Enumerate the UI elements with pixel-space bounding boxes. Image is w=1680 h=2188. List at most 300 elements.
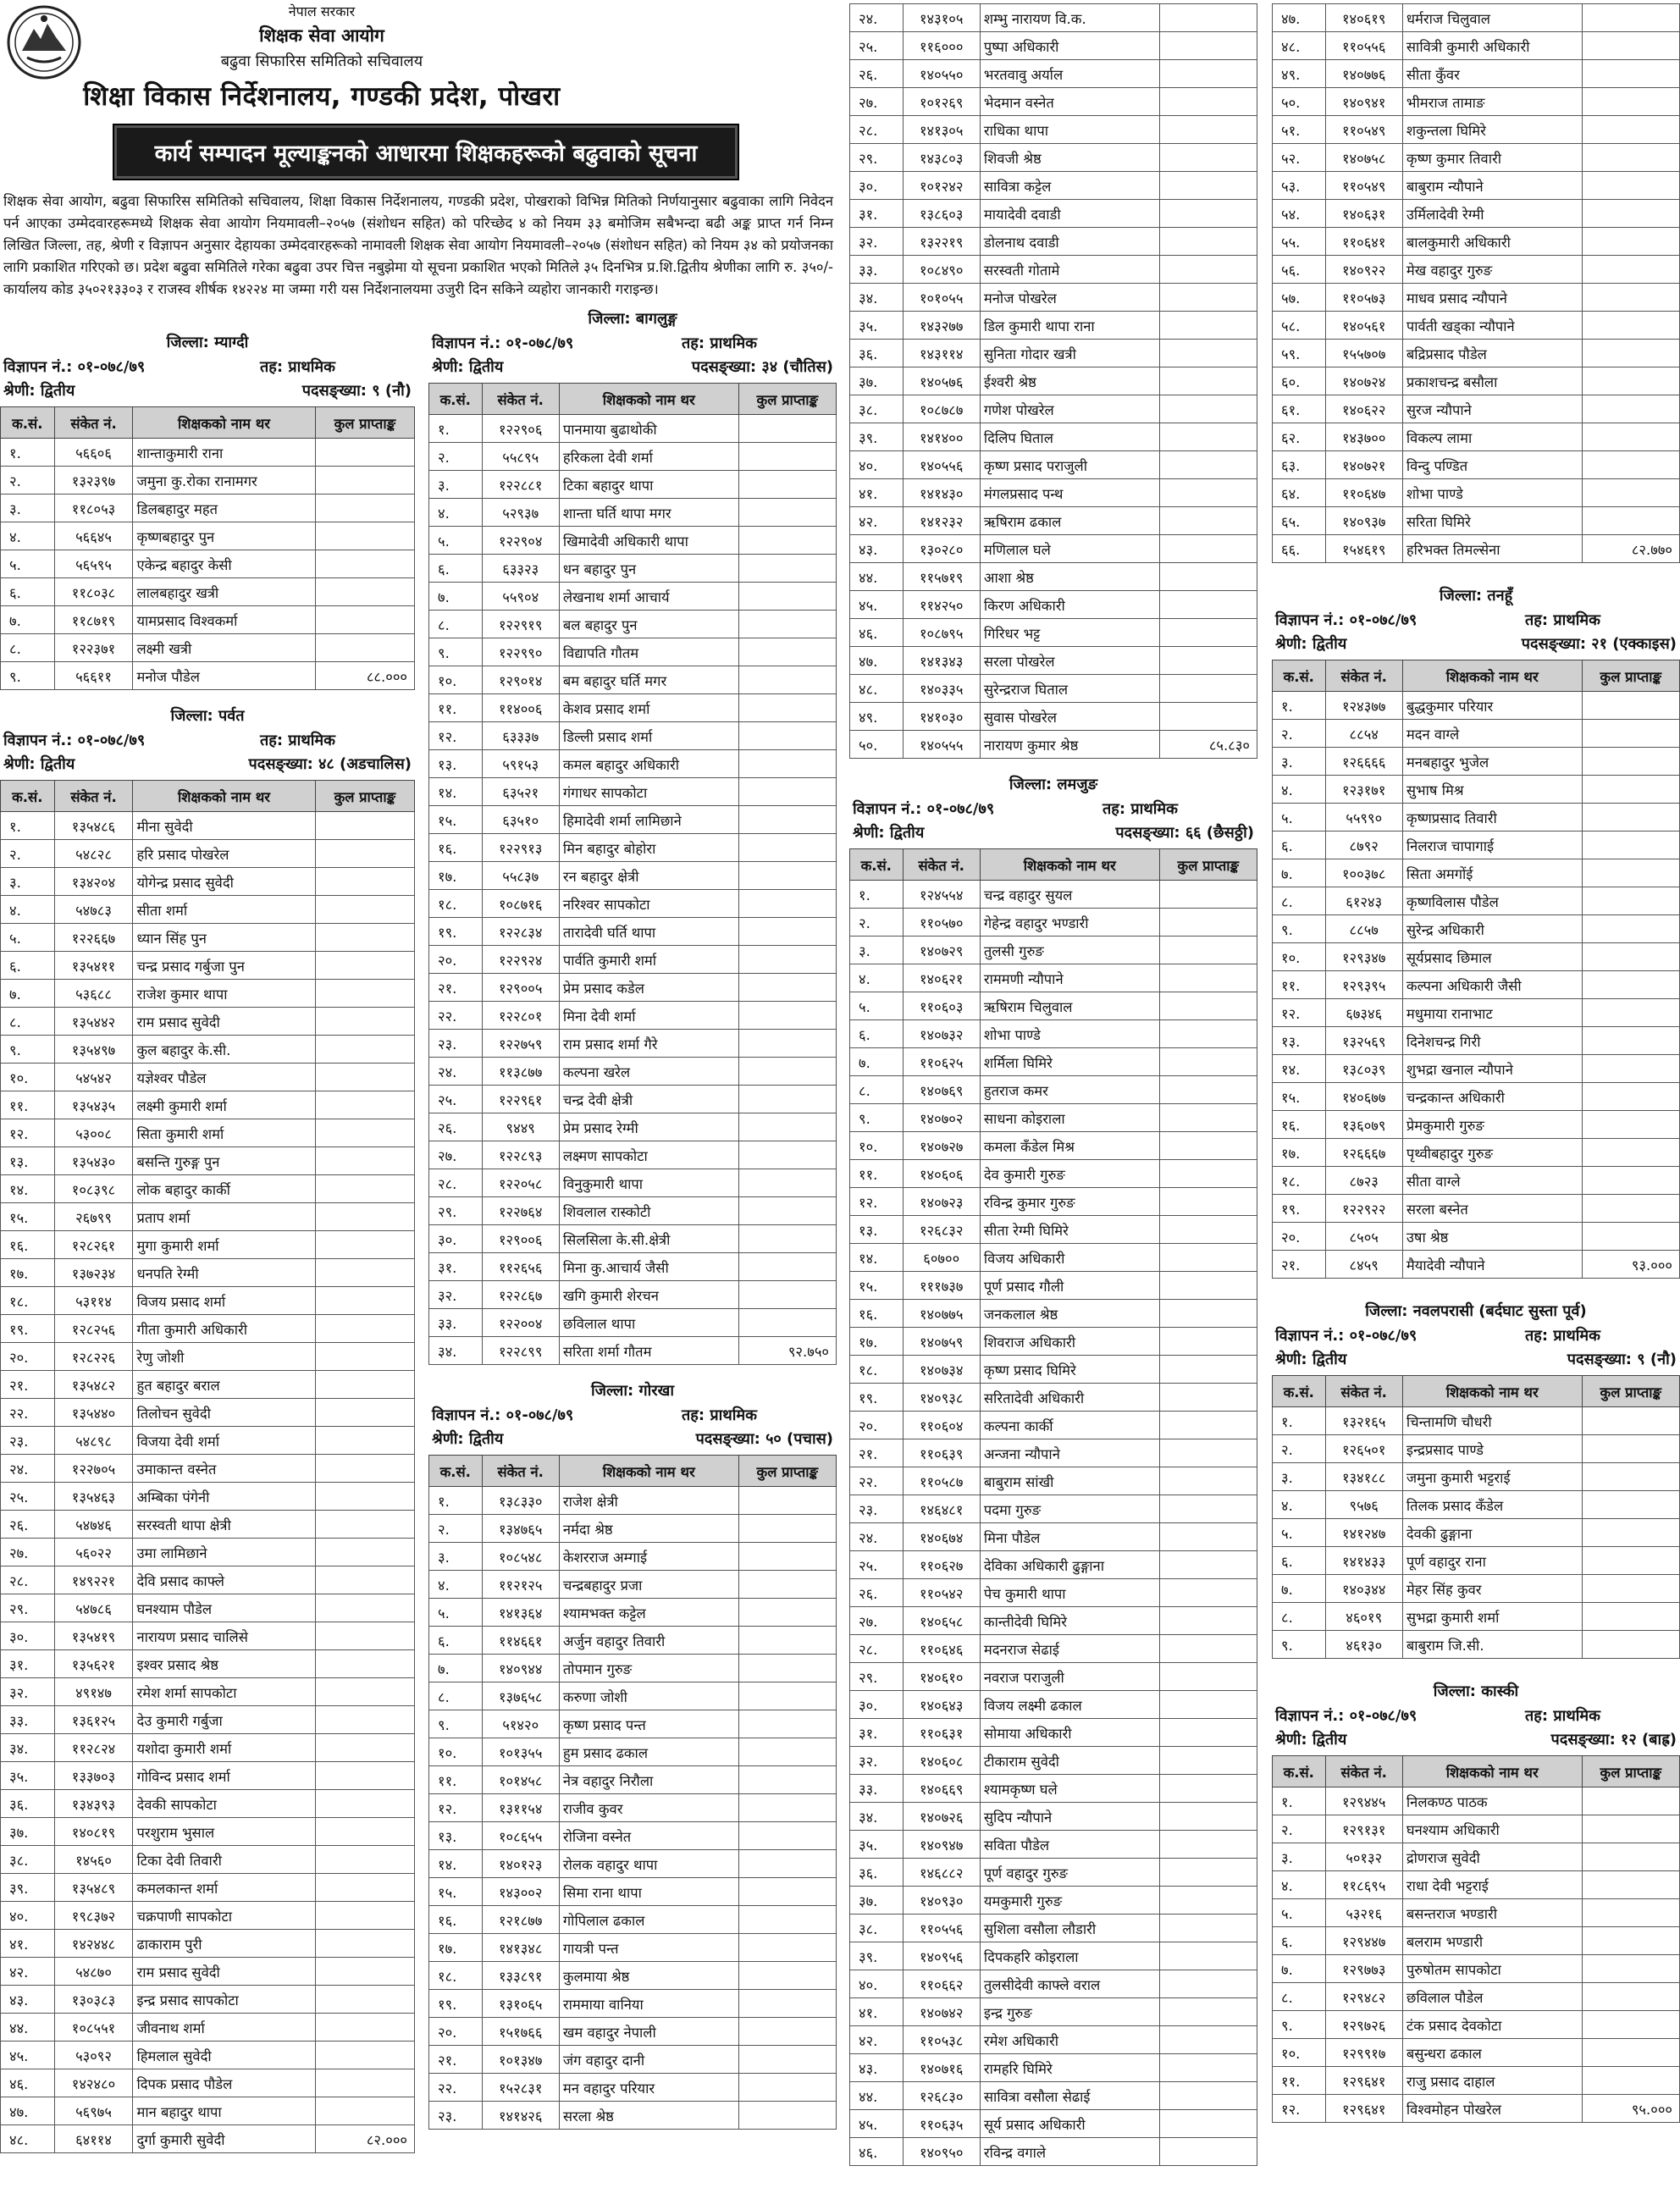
row-sn: ५३.: [1273, 172, 1326, 200]
table-row: [1, 1455, 415, 1483]
row-sn: ३३.: [850, 256, 904, 284]
table-row: [850, 172, 1257, 200]
table-row: [1273, 887, 1680, 915]
row-name: इश्वर प्रसाद श्रेष्ठ: [133, 1650, 315, 1678]
row-name: डिल कुमारी थापा राना: [980, 312, 1159, 340]
row-code: ५२९३७: [482, 499, 559, 527]
row-score: [1159, 1328, 1257, 1356]
grade-line: [1272, 633, 1680, 656]
table-row: [1273, 1195, 1680, 1223]
row-code: १४०९५०: [903, 2138, 980, 2166]
row-code: १४०७२६: [903, 1803, 980, 1831]
row-name: रोजिना वस्नेत: [559, 1822, 738, 1850]
row-score: [315, 1790, 414, 1818]
adv-number: विज्ञापन नं.: ०१-०७८/७९: [432, 1406, 574, 1424]
row-name: कृष्ण प्रसाद घिमिरे: [980, 1356, 1159, 1384]
row-sn: ७.: [850, 1048, 904, 1076]
row-name: शोभा पाण्डे: [1402, 479, 1582, 507]
row-name: निलराज चापागाई: [1402, 832, 1582, 859]
table-row: [429, 638, 837, 666]
table-row: [850, 423, 1257, 451]
row-name: अम्बिका पंगेनी: [133, 1483, 315, 1511]
row-name: मिन बहादुर बोहोरा: [559, 834, 738, 862]
table-row: [429, 1906, 837, 1934]
row-score: [738, 415, 836, 443]
row-score: [1582, 312, 1679, 340]
row-code: २६७९९: [54, 1203, 133, 1231]
row-name: देवकी ढुङ्गाना: [1402, 1519, 1582, 1547]
row-name: राममाया वानिया: [559, 1990, 738, 2018]
row-sn: ४६.: [850, 619, 904, 647]
row-score: [738, 1822, 836, 1850]
row-sn: १२.: [429, 1794, 483, 1822]
row-score: [1582, 284, 1679, 312]
row-score: [1159, 507, 1257, 535]
table-row: [429, 527, 837, 555]
row-name: रोलक वहादुर थापा: [559, 1850, 738, 1878]
table-row: [850, 4, 1257, 32]
level: तह: प्राथमिक: [682, 334, 757, 352]
row-sn: २.: [1273, 1815, 1326, 1843]
row-name: गंगाधर सापकोटा: [559, 778, 738, 806]
grade-line: [0, 753, 415, 776]
row-code: ११०६४६: [903, 1635, 980, 1663]
row-score: [1159, 1970, 1257, 1998]
row-name: बाबुराम न्यौपाने: [1402, 172, 1582, 200]
row-sn: २०.: [850, 1412, 904, 1439]
row-code: १२३१७१: [1325, 776, 1402, 804]
row-name: केशव प्रसाद शर्मा: [559, 694, 738, 722]
row-score: [1159, 1579, 1257, 1607]
row-score: [1159, 1467, 1257, 1495]
col-name-header: शिक्षकको नाम थर: [980, 849, 1159, 881]
table-row: [1273, 367, 1680, 395]
row-code: ४९१४७: [54, 1678, 133, 1706]
row-score: [738, 974, 836, 1002]
col-code-header: संकेत नं.: [54, 781, 133, 812]
row-sn: ११.: [850, 1160, 904, 1188]
row-score: [1159, 1691, 1257, 1719]
row-score: [1582, 1899, 1679, 1927]
row-code: ११०६४७: [1325, 479, 1402, 507]
row-code: १३५४८६: [54, 812, 133, 840]
row-score: [315, 1343, 414, 1371]
row-score: [1159, 1439, 1257, 1467]
table-row: [850, 1998, 1257, 2026]
table-row: [1, 1874, 415, 1902]
table-row: [850, 1048, 1257, 1076]
row-score: [1159, 1076, 1257, 1104]
row-sn: ५.: [429, 1599, 483, 1627]
row-score: [315, 1566, 414, 1594]
table-row: [850, 2082, 1257, 2110]
row-code: १४०१२३: [482, 1850, 559, 1878]
notice-text: शिक्षक सेवा आयोग, बढुवा सिफारिस समितिको सचिवालय, शिक्षा विकास निर्देशनालय, गण्डकी प्रदेश, पोखराको विभिन्न मितिको निर्णयानुसार बढुवाका लागि निवेदन पर्न आएका उम्मेदवारहरूमध्ये शिक्षक सेवा आयोग नियमावली–२०५७ (संशोधन सहित) को परिच्छेद ४ को नियम ३३ बमोजिम सबैभन्दा बढी अङ्क प्राप्त गर्न निम्न लिखित जिल्ला, तह, श्रेणी र विज्ञापन अनुसार देहायका उम्मेदवारहरूको नामावली शिक्षक सेवा आयोग नियमावली–२०५७ (संशोधन सहित) को नियम ३४ को प्रयोजनका लागि प्रकाशित गरिएको छ। प्रदेश बढुवा समितिले गरेका बढुवा उपर चित्त नबुझेमा यो सूचना प्रकाशित भएको मितिले ३५ दिनभित्र प्र.शि.द्वितीय श्रेणीका लागि रु. ३५०/- कार्यालय कोड ३५०२१३३०३ र राजस्व शीर्षक १४२२४ मा जम्मा गरी यस निर्देशनालयमा उजुरी दिन सकिने व्यहोरा जानकारी गराइन्छ।: [3, 193, 833, 297]
row-name: चन्द्र प्रसाद गर्बुजा पुन: [133, 952, 315, 980]
table-row: [850, 1635, 1257, 1663]
row-sn: १.: [1273, 692, 1326, 720]
row-code: १३५४९७: [54, 1036, 133, 1064]
row-sn: ४७.: [1, 2097, 55, 2125]
row-code: १४०७२९: [903, 937, 980, 964]
row-sn: १७.: [429, 862, 483, 890]
row-sn: २५.: [429, 1086, 483, 1113]
row-score: [1159, 1188, 1257, 1216]
row-name: सीता वाग्ले: [1402, 1167, 1582, 1195]
row-sn: ३५.: [850, 312, 904, 340]
row-sn: ४८.: [1, 2125, 55, 2153]
table-row: [1273, 804, 1680, 832]
row-sn: ४३.: [1, 1986, 55, 2014]
row-name: किरण अधिकारी: [980, 591, 1159, 619]
table-row: [1273, 200, 1680, 228]
row-sn: १६.: [1273, 1111, 1326, 1139]
row-score: [738, 443, 836, 471]
row-sn: २६.: [850, 1579, 904, 1607]
row-code: १४२४४८: [54, 1930, 133, 1958]
row-code: ५३६८८: [54, 980, 133, 1008]
row-score: [1582, 451, 1679, 479]
table-row: [1, 1958, 415, 1986]
table-row: [1273, 451, 1680, 479]
row-sn: ४०.: [1, 1902, 55, 1930]
row-code: ५६६४५: [54, 522, 133, 550]
row-score: [1582, 804, 1679, 832]
row-score: [1582, 395, 1679, 423]
row-sn: १०.: [429, 666, 483, 694]
row-score: [1159, 200, 1257, 228]
row-score: [738, 1225, 836, 1253]
row-code: ५४७४६: [54, 1511, 133, 1539]
table-row: [850, 1439, 1257, 1467]
row-code: ११०५७३: [1325, 284, 1402, 312]
row-code: १२२९९०: [482, 638, 559, 666]
row-name: सिता कुमारी शर्मा: [133, 1119, 315, 1147]
row-name: हरिकला देवी शर्मा: [559, 443, 738, 471]
row-name: देवि प्रसाद काफ्ले: [133, 1566, 315, 1594]
row-score: [315, 1008, 414, 1036]
row-sn: ६.: [1273, 832, 1326, 859]
row-score: [1159, 2110, 1257, 2138]
row-sn: ४१.: [850, 1998, 904, 2026]
row-score: [315, 1511, 414, 1539]
row-name: लक्ष्मी खत्री: [133, 634, 315, 662]
row-score: [1582, 1027, 1679, 1055]
row-score: [1582, 887, 1679, 915]
row-code: १२२८८१: [482, 471, 559, 499]
row-sn: २८.: [429, 1169, 483, 1197]
table-row: [1, 467, 415, 495]
row-code: ५३२१६: [1325, 1899, 1402, 1927]
row-code: १४३७००: [1325, 423, 1402, 451]
row-score: [1159, 1356, 1257, 1384]
row-code: ११०५८७: [903, 1467, 980, 1495]
row-code: १२२९६१: [482, 1086, 559, 1113]
row-code: ११०६३९: [903, 1439, 980, 1467]
row-score: [1159, 1104, 1257, 1132]
table-row: [1, 1147, 415, 1175]
row-code: ११२१२५: [482, 1571, 559, 1599]
row-sn: २१.: [429, 2046, 483, 2074]
row-sn: ६.: [429, 555, 483, 583]
col-code-header: संकेत नं.: [1325, 1756, 1402, 1787]
row-sn: १.: [429, 1487, 483, 1515]
row-sn: १९.: [850, 1384, 904, 1412]
row-sn: ४९.: [1273, 60, 1326, 88]
row-code: ८८५७: [1325, 915, 1402, 943]
row-code: ९४४९: [482, 1113, 559, 1141]
col-score-header: कुल प्राप्ताङ्क: [1582, 660, 1679, 692]
col-sn-header: क.सं.: [850, 849, 904, 881]
row-code: १२२७६४: [482, 1197, 559, 1225]
row-score: [738, 1906, 836, 1934]
row-score: [1582, 1463, 1679, 1491]
row-score: [1159, 675, 1257, 703]
row-sn: ३१.: [429, 1253, 483, 1281]
row-name: कृष्ण कुमार तिवारी: [1402, 144, 1582, 172]
row-name: यमकुमारी गुरुङ: [980, 1887, 1159, 1914]
table-row: [850, 116, 1257, 144]
row-sn: ३९.: [850, 423, 904, 451]
row-score: [738, 1794, 836, 1822]
table-row: [1273, 943, 1680, 971]
row-score: [1582, 2067, 1679, 2095]
table-row: [850, 1412, 1257, 1439]
row-code: १२१८७७: [482, 1906, 559, 1934]
row-sn: ७.: [1273, 1955, 1326, 1983]
row-score: [1159, 1300, 1257, 1328]
row-sn: १३.: [1273, 1027, 1326, 1055]
row-score: [315, 1371, 414, 1399]
row-code: १२९४८२: [1325, 1983, 1402, 2011]
table-row: [1, 2014, 415, 2042]
row-score: [1159, 1048, 1257, 1076]
grade: श्रेणी: द्वितीय: [1275, 635, 1347, 653]
row-score: [1582, 88, 1679, 116]
row-name: रविन्द्र कुमार गुरुङ: [980, 1188, 1159, 1216]
row-score: [1159, 1244, 1257, 1272]
row-score: [738, 1710, 836, 1738]
table-row: [850, 88, 1257, 116]
table-row: [850, 340, 1257, 367]
row-name: पुष्पा अधिकारी: [980, 32, 1159, 60]
row-score: [738, 583, 836, 611]
row-score: [1159, 535, 1257, 563]
row-score: [315, 1483, 414, 1511]
table-row: [850, 2054, 1257, 2082]
row-score: [315, 952, 414, 980]
row-score: [738, 1934, 836, 1962]
row-name: मिना पौडेल: [980, 1523, 1159, 1551]
row-score: [1582, 479, 1679, 507]
row-score: [1582, 1871, 1679, 1899]
table-row: [429, 806, 837, 834]
row-code: १४१३६४: [482, 1599, 559, 1627]
row-name: जमुना कुमारी भट्टराई: [1402, 1463, 1582, 1491]
row-sn: १.: [1, 439, 55, 467]
table-row: [1273, 535, 1680, 563]
row-sn: २०.: [429, 2018, 483, 2046]
row-code: १३२३९७: [54, 467, 133, 495]
district-title: जिल्ला: नवलपरासी (बर्दघाट सुस्ता पूर्व): [1365, 1302, 1587, 1320]
table-row: [1, 1650, 415, 1678]
row-score: [1159, 1803, 1257, 1831]
row-sn: २१.: [850, 1439, 904, 1467]
table-row: [1, 980, 415, 1008]
row-sn: ५.: [1273, 804, 1326, 832]
row-code: १४१३४८: [482, 1934, 559, 1962]
table-row: [1, 1678, 415, 1706]
district-title: जिल्ला: तनहूँ: [1439, 587, 1513, 605]
table-row: [1273, 832, 1680, 859]
table-row: [850, 1859, 1257, 1887]
row-sn: २७.: [850, 88, 904, 116]
row-code: ११६०००: [903, 32, 980, 60]
table-row: [1, 1566, 415, 1594]
level: तह: प्राथमिक: [260, 732, 335, 749]
row-name: सिलसिला के.सी.क्षेत्री: [559, 1225, 738, 1253]
row-score: [738, 1571, 836, 1599]
row-sn: १०.: [850, 1132, 904, 1160]
table-row: [429, 862, 837, 890]
adv-line: [428, 332, 837, 356]
row-name: लोक बहादुर कार्की: [133, 1175, 315, 1203]
row-score: [738, 2046, 836, 2074]
table-row: [429, 1030, 837, 1058]
table-row: [850, 256, 1257, 284]
row-score: [738, 638, 836, 666]
table-row: [429, 1113, 837, 1141]
row-name: सुभद्रा कुमारी शर्मा: [1402, 1603, 1582, 1631]
row-score: [315, 606, 414, 634]
table-row: [1273, 2039, 1680, 2067]
row-name: गोविन्द प्रसाद शर्मा: [133, 1762, 315, 1790]
table-row: [1273, 2095, 1680, 2123]
row-code: १२२९२२: [1325, 1195, 1402, 1223]
row-code: ६०७००: [903, 1244, 980, 1272]
row-code: १०८७८७: [903, 395, 980, 423]
table-row: [850, 1272, 1257, 1300]
row-code: १४०५७६: [903, 367, 980, 395]
row-name: सरिता शर्मा गौतम: [559, 1337, 738, 1365]
table-row: [1, 1818, 415, 1846]
row-sn: ४२.: [850, 507, 904, 535]
table-row: [850, 1300, 1257, 1328]
table-row: [850, 909, 1257, 937]
row-code: ५५९०४: [482, 583, 559, 611]
row-name: चन्द्र वहादुर सुयल: [980, 881, 1159, 909]
row-sn: १७.: [850, 1328, 904, 1356]
row-score: [315, 1958, 414, 1986]
row-sn: २३.: [429, 1030, 483, 1058]
row-name: चक्रपाणी सापकोटा: [133, 1902, 315, 1930]
row-code: १००३७८: [1325, 859, 1402, 887]
row-score: [315, 467, 414, 495]
row-sn: ५७.: [1273, 284, 1326, 312]
row-name: सविता पौडेल: [980, 1831, 1159, 1859]
row-name: कृष्ण प्रसाद पराजुली: [980, 451, 1159, 479]
adv-number: विज्ञापन नं.: ०१-०७८/७९: [1275, 1707, 1418, 1725]
table-row: [1, 2042, 415, 2069]
row-sn: ३५.: [1, 1762, 55, 1790]
row-sn: २९.: [850, 1663, 904, 1691]
row-score: [1159, 1998, 1257, 2026]
table-row: [850, 964, 1257, 992]
row-name: श्यामभक्त कट्टेल: [559, 1599, 738, 1627]
row-sn: २१.: [429, 974, 483, 1002]
row-code: १४०६१९: [1325, 4, 1402, 32]
row-score: [315, 522, 414, 550]
row-score: [1159, 228, 1257, 256]
row-sn: ३.: [1273, 748, 1326, 776]
row-sn: ५४.: [1273, 200, 1326, 228]
row-sn: १.: [850, 881, 904, 909]
row-score: [1159, 172, 1257, 200]
row-name: पेच कुमारी थापा: [980, 1579, 1159, 1607]
row-score: [1159, 479, 1257, 507]
table-row: [1, 1231, 415, 1259]
row-name: सरला बस्नेत: [1402, 1195, 1582, 1223]
row-name: निलकण्ठ पाठक: [1402, 1787, 1582, 1815]
row-score: [1159, 451, 1257, 479]
col-code-header: संकेत नं.: [1325, 1376, 1402, 1407]
col-name-header: शिक्षकको नाम थर: [559, 1456, 738, 1487]
table-row: [850, 1942, 1257, 1970]
row-name: चिन्तामणि चौधरी: [1402, 1407, 1582, 1435]
row-name: हिमादेवी शर्मा लामिछाने: [559, 806, 738, 834]
row-score: [1582, 60, 1679, 88]
row-name: धर्मराज चिलुवाल: [1402, 4, 1582, 32]
row-score: [1582, 1927, 1679, 1955]
row-name: पूर्ण वहादुर राना: [1402, 1547, 1582, 1575]
row-score: [315, 1902, 414, 1930]
row-score: [1159, 992, 1257, 1020]
row-sn: २६.: [429, 1113, 483, 1141]
header-govt: नेपाल सरकार: [288, 3, 356, 19]
row-sn: २२.: [429, 1002, 483, 1030]
row-name: घनश्याम अधिकारी: [1402, 1815, 1582, 1843]
level: तह: प्राथमिक: [682, 1406, 757, 1424]
row-score: [1159, 909, 1257, 937]
row-score: [738, 1253, 836, 1281]
row-sn: ६३.: [1273, 451, 1326, 479]
table-row: [850, 60, 1257, 88]
row-score: [1159, 1551, 1257, 1579]
table-row: [429, 415, 837, 443]
row-sn: १८.: [1273, 1167, 1326, 1195]
row-code: १४०६५८: [903, 1607, 980, 1635]
row-name: पार्वती खड्का न्यौपाने: [1402, 312, 1582, 340]
grade: श्रेणी: द्वितीय: [432, 1430, 504, 1448]
row-code: १४०७४२: [903, 1998, 980, 2026]
table-row: [429, 1766, 837, 1794]
row-code: १३५४३०: [54, 1147, 133, 1175]
row-code: १४०९३७: [1325, 507, 1402, 535]
table-row: [850, 2110, 1257, 2138]
table-row: [1, 1315, 415, 1343]
row-name: यामप्रसाद विश्वकर्मा: [133, 606, 315, 634]
row-code: १०८५४८: [482, 1543, 559, 1571]
row-name: विजय अधिकारी: [980, 1244, 1159, 1272]
row-score: [315, 1818, 414, 1846]
row-name: आशा श्रेष्ठ: [980, 563, 1159, 591]
row-sn: १५.: [1273, 1083, 1326, 1111]
row-sn: १४.: [1273, 1055, 1326, 1083]
table-row: [850, 144, 1257, 172]
row-code: ५३०९२: [54, 2042, 133, 2069]
row-name: डिल्ली प्रसाद शर्मा: [559, 722, 738, 750]
row-name: मान बहादुर थापा: [133, 2097, 315, 2125]
